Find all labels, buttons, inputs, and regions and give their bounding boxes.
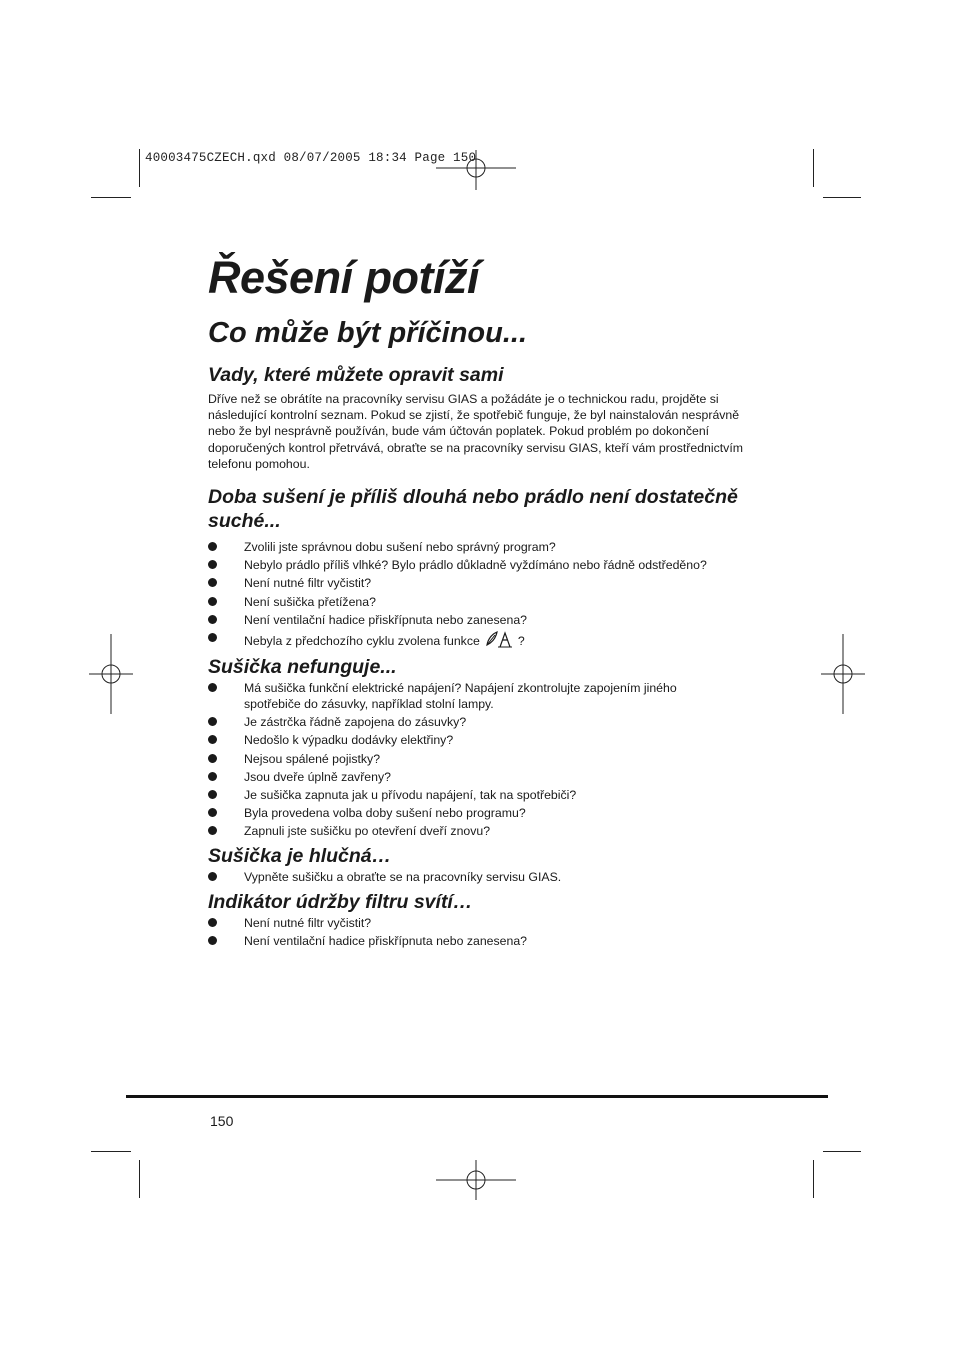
bullet-icon xyxy=(208,790,217,799)
section-heading: Doba sušení je příliš dlouhá nebo prádlo není dostatečně suché... xyxy=(208,486,738,533)
bullet-icon xyxy=(208,578,217,587)
list-item: Nejsou spálené pojistky? xyxy=(208,751,748,767)
bullet-icon xyxy=(208,560,217,569)
list-item: Nebylo prádlo příliš vlhké? Bylo prádlo důkladně vyždímáno nebo řádně odstředěno? xyxy=(208,557,748,573)
list-item: Je sušička zapnuta jak u přívodu napájení, tak na spotřebiči? xyxy=(208,787,748,803)
crop-mark xyxy=(91,197,131,198)
page-subtitle: Co může být příčinou... xyxy=(208,317,528,349)
list-item: Jsou dveře úplně zavřeny? xyxy=(208,769,748,785)
list-item: Nebyla z předchozího cyklu zvolena funkce ? xyxy=(208,630,748,649)
list-item: Nedošlo k výpadku dodávky elektřiny? xyxy=(208,732,748,748)
section-heading: Indikátor údržby filtru svítí… xyxy=(208,891,473,914)
crop-mark xyxy=(813,1160,814,1198)
bullet-icon xyxy=(208,808,217,817)
crop-mark xyxy=(823,1151,861,1152)
list-item: Není ventilační hadice přiskřípnuta nebo zanesena? xyxy=(208,933,748,949)
section-heading: Vady, které můžete opravit sami xyxy=(208,364,504,386)
bullet-icon xyxy=(208,872,217,881)
content xyxy=(208,363,748,952)
list-item: Vypněte sušičku a obraťte se na pracovníky servisu GIAS. xyxy=(208,869,748,885)
section-filter-indicator xyxy=(208,890,748,949)
list-item: Není nutné filtr vyčistit? xyxy=(208,915,748,931)
section-noisy xyxy=(208,844,748,885)
bullet-icon xyxy=(208,683,217,692)
crop-mark xyxy=(139,149,140,187)
bullet-list xyxy=(208,869,748,885)
bullet-icon xyxy=(208,615,217,624)
registration-mark-icon xyxy=(436,150,516,190)
registration-mark-icon xyxy=(89,634,133,714)
section-not-working xyxy=(208,655,748,839)
list-item: Není ventilační hadice přiskřípnuta nebo zanesena? xyxy=(208,612,748,628)
registration-mark-icon xyxy=(436,1160,516,1200)
list-item: Není sušička přetížena? xyxy=(208,594,748,610)
bullet-icon xyxy=(208,597,217,606)
crop-mark xyxy=(823,197,861,198)
footer-rule xyxy=(126,1095,828,1098)
bullet-icon xyxy=(208,754,217,763)
page-title: Řešení potíží xyxy=(208,252,480,303)
bullet-list xyxy=(208,915,748,949)
delicate-dry-icon xyxy=(484,630,514,648)
section-self-repair xyxy=(208,363,748,472)
intro-paragraph: Dříve než se obrátíte na pracovníky servisu GIAS a požádáte je o technickou radu, projděte si následující kontrolní seznam. Pokud se zjistí, že spotřebič funguje, že byl nainstalován nesprávně nebo že byl nesprávně používán, bude vám účtován poplatek. Pokud problém po dokončení doporučených kontrol přetrvává, obraťte se na pracovníky servisu GIAS, kteří vám prostřednictvím telefonu pomohou. xyxy=(208,392,743,471)
registration-mark-icon xyxy=(821,634,865,714)
bullet-icon xyxy=(208,826,217,835)
bullet-icon xyxy=(208,735,217,744)
crop-mark xyxy=(91,1151,131,1152)
list-item: Byla provedena volba doby sušení nebo programu? xyxy=(208,805,748,821)
section-drying-time xyxy=(208,485,748,649)
bullet-icon xyxy=(208,918,217,927)
list-item: Zapnuli jste sušičku po otevření dveří znovu? xyxy=(208,823,748,839)
bullet-icon xyxy=(208,633,217,642)
bullet-icon xyxy=(208,717,217,726)
crop-mark xyxy=(139,1160,140,1198)
bullet-icon xyxy=(208,542,217,551)
list-item: Není nutné filtr vyčistit? xyxy=(208,575,748,591)
crop-mark xyxy=(813,149,814,187)
list-item: Má sušička funkční elektrické napájení? Napájení zkontrolujte zapojením jiného spotřebiče do zásuvky, například stolní lampy. xyxy=(208,680,734,712)
list-item: Zvolili jste správnou dobu sušení nebo správný program? xyxy=(208,539,748,555)
bullet-list xyxy=(208,539,748,649)
page-number: 150 xyxy=(210,1113,234,1129)
bullet-list xyxy=(208,680,748,839)
section-heading: Sušička nefunguje... xyxy=(208,655,397,678)
bullet-icon xyxy=(208,772,217,781)
section-heading: Sušička je hlučná… xyxy=(208,845,392,868)
bullet-icon xyxy=(208,936,217,945)
print-slug: 40003475CZECH.qxd 08/07/2005 18:34 Page 150 xyxy=(145,151,477,165)
list-item: Je zástrčka řádně zapojena do zásuvky? xyxy=(208,714,748,730)
